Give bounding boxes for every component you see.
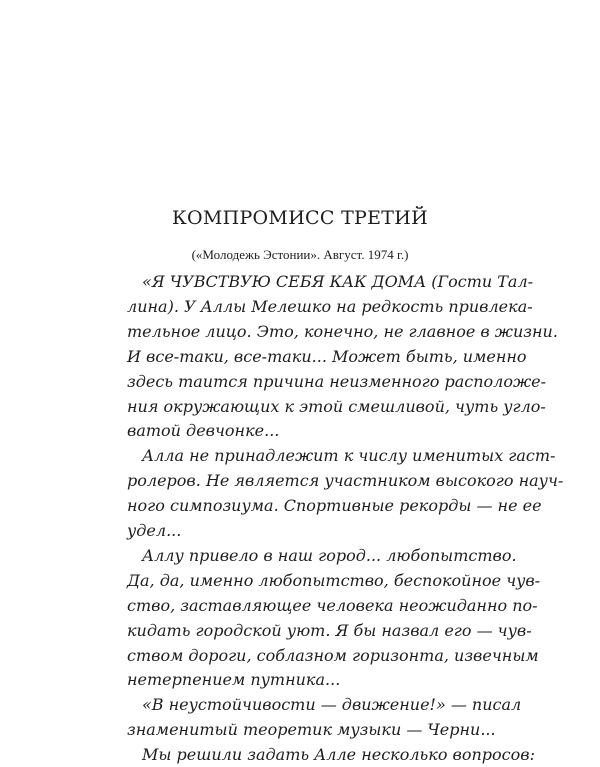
text-line: кидать городской уют. Я бы назвал его — чув- (127, 620, 532, 640)
text-line: ного симпозиума. Спортивные рекорды — не ее (127, 496, 542, 516)
text-line: И все-таки, все-таки... Может быть, именно (127, 346, 527, 366)
text-line: удел... (127, 521, 182, 540)
text-line: ния окружающих к этой смешливой, чуть угло- (127, 396, 546, 416)
text-line: ватой девчонке... (127, 421, 280, 441)
source-citation: («Молодежь Эстонии». Август. 1974 г.) (191, 247, 409, 262)
chapter-title: КОМПРОМИСС ТРЕТИЙ (171, 207, 429, 229)
text-line: лина). У Аллы Мелешко на редкость привлека- (127, 296, 533, 316)
text-line: «В неустойчивости — движение!» — писал (142, 695, 522, 715)
text-line: ством дороги, соблазном горизонта, извечным (127, 645, 539, 665)
text-line: ство, заставляющее человека неожиданно по- (127, 595, 538, 615)
text-line: Аллу привело в наш город... любопытство. (142, 545, 517, 565)
text-line: «Я ЧУВСТВУЮ СЕБЯ КАК ДОМА (Гости Тал- (142, 272, 534, 291)
text-line: нетерпением путника... (127, 670, 341, 690)
text-line: Алла не принадлежит к числу именитых гаст- (142, 446, 556, 466)
text-line: знаменитый теоретик музыки — Черни... (127, 720, 496, 740)
text-line: Да, да, именно любопытство, беспокойное чув- (127, 570, 541, 590)
text-line: здесь таится причина неизменного расположе- (127, 371, 547, 391)
text-line: тельное лицо. Это, конечно, не главное в жизни. (127, 321, 558, 341)
text-line: Мы решили задать Алле несколько вопросов: (142, 745, 535, 765)
text-line: ролеров. Не является участником высокого науч- (127, 471, 564, 491)
